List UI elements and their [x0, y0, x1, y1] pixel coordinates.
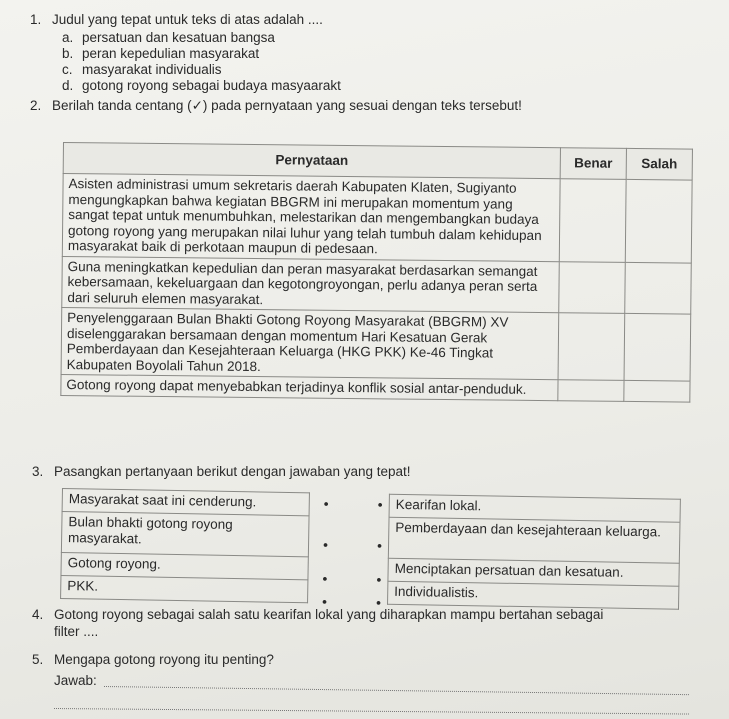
question-number: 3.: [32, 464, 44, 479]
answer-line[interactable]: [54, 708, 689, 715]
q1-option-a[interactable]: [62, 30, 275, 46]
option-text: persatuan dan kesatuan bangsa: [82, 30, 275, 45]
matching-right-column: [387, 494, 681, 610]
question-text: Berilah tanda centang (✓) pada pernyataan yang sesuai dengan teks tersebut!: [52, 98, 522, 113]
left-item[interactable]: Gotong royong.: [61, 552, 308, 579]
option-letter: b.: [62, 46, 74, 61]
bullet-icon[interactable]: •: [376, 537, 383, 554]
question-4: [32, 607, 603, 623]
table-row: [61, 307, 691, 381]
header-benar: Benar: [560, 148, 626, 180]
bullet-icon[interactable]: •: [377, 496, 383, 513]
left-item[interactable]: Masyarakat saat ini cenderung.: [62, 489, 309, 516]
left-item[interactable]: Bulan bhakti gotong royong masyarakat.: [61, 512, 309, 557]
bullet-icon[interactable]: •: [322, 536, 329, 553]
right-item[interactable]: Pemberdayaan dan kesejahteraan keluarga.: [388, 517, 680, 563]
question-text: Pasangkan pertanyaan berikut dengan jawaban yang tepat!: [54, 464, 411, 479]
bullet-icon[interactable]: •: [321, 593, 328, 610]
q1-option-d[interactable]: [62, 78, 341, 94]
question-number: 1.: [30, 12, 42, 27]
matching-section: [62, 488, 692, 611]
question-1: [30, 12, 323, 28]
question-text: Gotong royong sebagai salah satu kearifan lokal yang diharapkan mampu bertahan sebagai: [54, 607, 604, 622]
bullet-icon[interactable]: •: [376, 571, 382, 588]
question-number: 4.: [32, 607, 44, 622]
right-item[interactable]: Menciptakan persatuan dan kesatuan.: [388, 558, 679, 586]
right-item[interactable]: Individualistis.: [388, 581, 679, 609]
statement-table: [60, 142, 693, 402]
table-row: [62, 256, 692, 314]
salah-checkbox[interactable]: [624, 380, 690, 401]
header-salah: Salah: [626, 148, 692, 180]
salah-checkbox[interactable]: [624, 313, 691, 381]
matching-left-column: [60, 488, 310, 603]
option-letter: d.: [62, 78, 74, 93]
question-number: 5.: [32, 652, 44, 667]
option-letter: a.: [62, 30, 74, 45]
answer-label: Jawab:: [54, 673, 97, 688]
option-letter: c.: [62, 62, 73, 77]
statement-text: Penyelenggaraan Bulan Bhakti Gotong Royong Masyarakat (BBGRM) XV diselenggarakan bersamaan dengan momentum Hari Kesatuan Gerak Pemberdayaan dan Kesejahteraan Keluarga (HKG PKK) Ke-46 Tingkat Kabupaten Boyolali Tahun 2018.: [61, 307, 559, 379]
statement-text: Gotong royong dapat menyebabkan terjadinya konflik sosial antar-penduduk.: [61, 374, 558, 400]
question-2: [30, 98, 522, 114]
answer-line[interactable]: [104, 686, 689, 695]
question-text: Judul yang tepat untuk teks di atas adalah ....: [52, 12, 323, 27]
header-pernyataan: Pernyataan: [63, 143, 560, 179]
bullet-icon[interactable]: •: [322, 570, 328, 587]
benar-checkbox[interactable]: [558, 313, 625, 381]
q1-option-c[interactable]: [62, 62, 222, 78]
salah-checkbox[interactable]: [625, 262, 692, 314]
question-3: [32, 464, 411, 480]
statement-text: Asisten administrasi umum sekretaris daerah Kabupaten Klaten, Sugiyanto mengungkapkan bahwa kegiatan BBGRM ini merupakan momentum yang sangat tepat untuk menumbuhkan, melestarikan dan mengembangkan budaya gotong royong yang merupakan nilai luhur yang telah tumbuh dalam kehidupan masyarakat baik di perkotaan maupun di pedesaan.: [62, 174, 560, 262]
benar-checkbox[interactable]: [559, 179, 626, 262]
bullet-icon[interactable]: •: [323, 495, 329, 512]
option-text: gotong royong sebagai budaya masyaarakt: [82, 78, 341, 93]
benar-checkbox[interactable]: [558, 380, 624, 401]
option-text: masyarakat individualis: [82, 62, 222, 77]
question-5: [32, 652, 274, 668]
table-row: [62, 174, 692, 263]
salah-checkbox[interactable]: [625, 179, 692, 262]
option-text: peran kepedulian masyarakat: [82, 46, 260, 61]
statement-text: Guna meningkatkan kepedulian dan peran masyarakat berdasarkan semangat kebersamaan, kekeluargaan dan kegotongroyongan, perlu adanya peran serta dari seluruh elemen masyarakat.: [62, 256, 560, 313]
question-4-continuation: filter ....: [54, 624, 99, 639]
question-number: 2.: [30, 98, 42, 113]
right-item[interactable]: Kearifan lokal.: [389, 494, 680, 522]
left-item[interactable]: PKK.: [61, 575, 308, 602]
q1-option-b[interactable]: [62, 46, 259, 62]
question-text: Mengapa gotong royong itu penting?: [54, 652, 274, 667]
benar-checkbox[interactable]: [559, 261, 626, 313]
bullet-icon[interactable]: •: [375, 594, 382, 611]
